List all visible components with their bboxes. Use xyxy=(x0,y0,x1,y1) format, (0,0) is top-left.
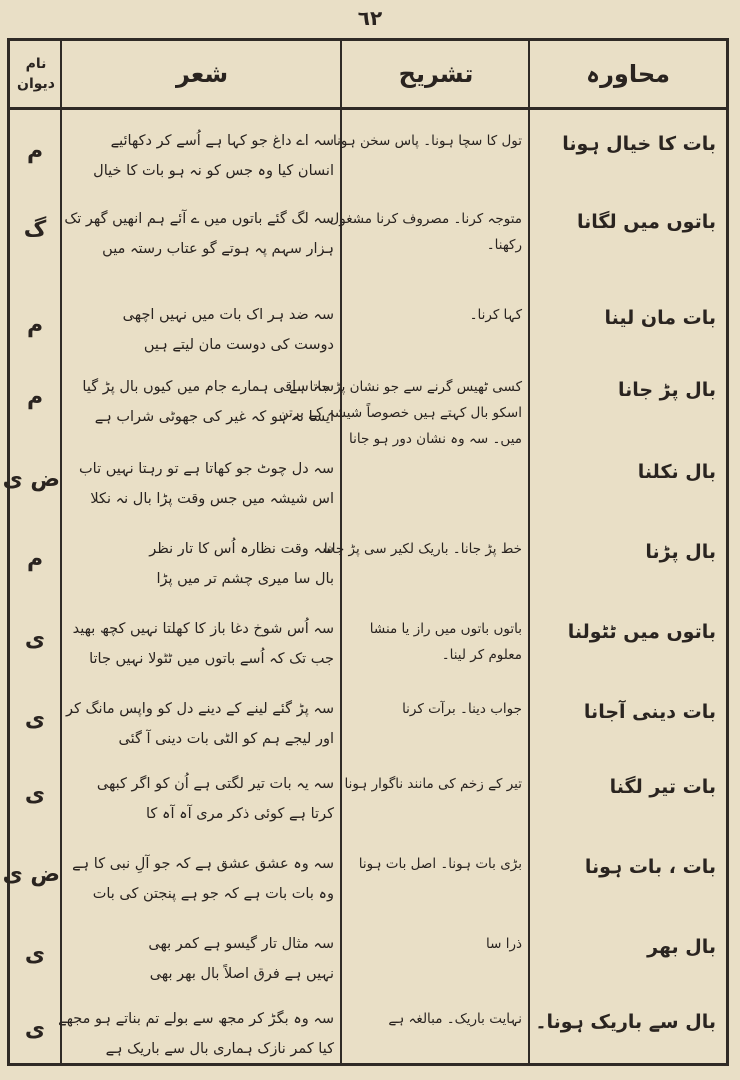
divan-abbrev: م xyxy=(26,139,44,164)
verse-line: سہ ضد ہر اک بات میں نہیں اچھی xyxy=(122,307,334,323)
column-divider xyxy=(528,41,530,1063)
idiom-text: باتوں میں لگانا xyxy=(577,211,716,233)
header-divan-line1: نام xyxy=(25,56,47,72)
divan-abbrev: ض ی xyxy=(2,862,60,887)
divan-abbrev: ی xyxy=(24,1017,46,1042)
divan-abbrev: ی xyxy=(24,627,46,652)
divan-abbrev: ی xyxy=(24,782,46,807)
verse-line: کیا کمر نازک ہماری بال سے باریک ہے xyxy=(105,1041,334,1057)
idiom-text: بات کا خیال ہونا xyxy=(562,133,716,155)
explanation-line: باتوں باتوں میں راز یا منشا xyxy=(369,621,522,637)
divan-abbrev: ی xyxy=(24,942,46,967)
idiom-text: باتوں میں ٹٹولنا xyxy=(567,621,716,643)
verse-line: سہ ساقی ہمارے جام میں کیوں بال پڑ گیا xyxy=(82,379,334,395)
column-divider xyxy=(60,41,62,1063)
divan-abbrev: م xyxy=(26,547,44,572)
verse-line: وہ بات بات ہے کہ جو ہے پنجتن کی بات xyxy=(92,886,334,902)
verse-line: اور لیجے ہم کو الٹی بات دینی آ گئی xyxy=(118,731,334,747)
explanation-line: اسکو بال کہتے ہیں خصوصاً شیشہ کے برتن xyxy=(278,405,522,421)
idiom-text: بات مان لینا xyxy=(604,307,716,329)
column-muhavra xyxy=(532,111,726,1063)
idiom-text: بال نکلنا xyxy=(637,461,716,483)
verse-line: کرتا ہے کوئی ذکر مری آہ آہ کا xyxy=(146,806,334,822)
verse-line: بال سا میری چشم تر میں پڑا xyxy=(156,571,334,587)
column-tashreeh xyxy=(278,111,528,1063)
verse-line: سہ اے داغ جو کہا ہے اُسے کر دکھائیے xyxy=(110,133,334,149)
explanation-line: کسی ٹھیس گرنے سے جو نشان پڑ جاتا ہے xyxy=(289,379,522,395)
verse-line: سہ دل چوٹ جو کھاتا ہے تو رہتا نہیں تاب xyxy=(79,461,334,477)
explanation-line: رکھنا۔ xyxy=(486,237,522,253)
header-shear: شعر xyxy=(175,60,229,88)
idiom-text: بال پڑ جانا xyxy=(617,379,716,401)
idiom-text: بات دینی آجانا xyxy=(583,701,716,723)
header-divan-line2: دیوان xyxy=(17,76,55,92)
column-divan xyxy=(2,111,60,1063)
verse-line: سہ وقت نظارہ اُس کا تار نظر xyxy=(149,541,334,557)
verse-line: سہ وہ بگڑ کر مجھ سے بولے تم بناتے ہو مجھے xyxy=(58,1011,334,1027)
verse-line: اس شیشہ میں جس وقت پڑا بال نہ نکلا xyxy=(90,491,334,507)
idiom-text: بال پڑنا xyxy=(645,541,716,563)
idiom-table xyxy=(2,38,729,1066)
explanation-line: خط پڑ جانا۔ باریک لکیر سی پڑ جانا xyxy=(323,541,522,557)
idiom-text: بال سے باریک ہونا۔ xyxy=(535,1011,716,1033)
idiom-text: بال بھر xyxy=(647,936,716,958)
idiom-text: بات ، بات ہونا xyxy=(584,856,716,878)
verse-line: سہ یہ بات تیر لگتی ہے اُن کو اگر کبھی xyxy=(96,776,334,792)
verse-line: دوست کی دوست مان لیتے ہیں xyxy=(143,337,334,353)
verse-line: انسان کیا وہ جس کو نہ ہو بات کا خیال xyxy=(93,163,334,179)
verse-line: سہ وہ عشق عشق ہے کہ جو آلِ نبی کا ہے xyxy=(72,856,334,872)
header-divan xyxy=(10,41,62,107)
verse-line: سہ اُس شوخ دغا باز کا کھلتا نہیں کچھ بھید xyxy=(72,621,334,637)
divan-abbrev: گ xyxy=(23,217,47,242)
verse-line: سہ لگ گئے باتوں میں ے آئے ہم انھیں گھر تک xyxy=(64,211,334,227)
divan-abbrev: ی xyxy=(24,707,46,732)
verse-line: نہیں ہے فرق اصلاً بال بھر بھی xyxy=(149,966,334,982)
divan-abbrev: م xyxy=(26,385,44,410)
explanation-line: معلوم کر لینا۔ xyxy=(441,647,522,663)
verse-line: سہ پڑ گئے لینے کے دینے دل کو واپس مانگ کر xyxy=(65,701,334,717)
idiom-text: بات تیر لگنا xyxy=(609,776,716,798)
verse-line: ہزار سہم پہ ہوتے گو عتاب رستہ میں xyxy=(102,241,334,257)
explanation-line: نہایت باریک۔ مبالغہ ہے xyxy=(388,1011,522,1027)
explanation-line: ذرا سا xyxy=(486,936,522,952)
explanation-line: میں۔ سہ وہ نشان دور ہو جانا xyxy=(349,431,522,447)
explanation-line: جواب دینا۔ برآت کرنا xyxy=(402,701,522,717)
page-number: ٦٢ xyxy=(357,6,383,30)
divan-abbrev: م xyxy=(26,313,44,338)
explanation-line: کہا کرنا۔ xyxy=(469,307,522,323)
verse-line: ایسا نہ ہو کہ غیر کی جھوٹی شراب ہے xyxy=(94,409,334,425)
divan-abbrev: ض ی xyxy=(2,467,60,492)
explanation-line: بڑی بات ہونا۔ اصل بات ہونا xyxy=(358,856,522,872)
header-muhavra: محاورہ xyxy=(586,60,670,88)
explanation-line: تول کا سچا ہونا۔ پاس سخن ہونا xyxy=(332,133,522,149)
header-tashreeh: تشریح xyxy=(398,60,474,88)
explanation-line: متوجہ کرنا۔ مصروف کرنا مشغول xyxy=(329,211,522,227)
verse-line: جب تک کہ اُسے باتوں میں ٹٹولا نہیں جاتا xyxy=(89,651,334,667)
verse-line: سہ مثال تار گیسو ہے کمر بھی xyxy=(148,936,334,952)
explanation-line: تیر کے زخم کی مانند ناگوار ہونا xyxy=(344,776,522,792)
column-shear xyxy=(58,111,340,1063)
